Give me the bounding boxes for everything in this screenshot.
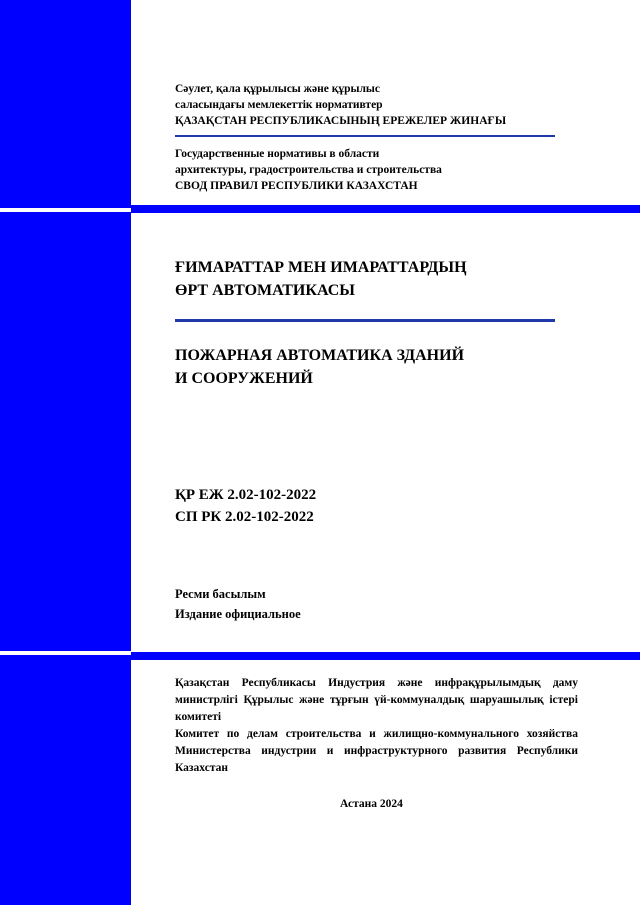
title-ru-line-2: И СООРУЖЕНИЙ	[175, 370, 313, 387]
code-kz: ҚР ЕЖ 2.02-102-2022	[175, 487, 317, 503]
bottom-blue-band	[131, 652, 640, 660]
edition-kz: Ресми басылым	[175, 587, 266, 601]
header-kz	[175, 81, 506, 129]
edition-label	[175, 584, 301, 624]
title-divider	[175, 319, 555, 322]
publisher-block	[175, 675, 578, 777]
side-bar-gap-bottom	[0, 651, 131, 655]
city-year: Астана 2024	[340, 798, 403, 810]
document-title-kz	[175, 256, 467, 302]
header-ru-line-1: Государственные нормативы в области	[175, 148, 380, 160]
code-ru: СП РК 2.02-102-2022	[175, 509, 314, 525]
header-kz-line-1: Сәулет, қала құрылысы және құрылыс	[175, 83, 380, 95]
title-kz-line-2: ӨРТ АВТОМАТИКАСЫ	[175, 282, 355, 299]
document-codes	[175, 484, 316, 528]
cover-side-bar	[0, 0, 131, 905]
header-kz-line-2: саласындағы мемлекеттік нормативтер	[175, 99, 383, 111]
header-ru-line-3: СВОД ПРАВИЛ РЕСПУБЛИКИ КАЗАХСТАН	[175, 180, 418, 192]
header-kz-line-3: ҚАЗАҚСТАН РЕСПУБЛИКАСЫНЫҢ ЕРЕЖЕЛЕР ЖИНАҒЫ	[175, 115, 507, 127]
title-ru-line-1: ПОЖАРНАЯ АВТОМАТИКА ЗДАНИЙ	[175, 347, 465, 364]
title-kz-line-1: ҒИМАРАТТАР МЕН ИМАРАТТАРДЫҢ	[175, 259, 467, 276]
header-ru	[175, 146, 442, 194]
edition-ru: Издание официальное	[175, 607, 301, 621]
top-blue-band	[131, 205, 640, 213]
header-divider	[175, 135, 555, 137]
header-ru-line-2: архитектуры, градостроительства и строительства	[175, 164, 442, 176]
side-bar-gap-top	[0, 208, 131, 212]
publisher-ru: Комитет по делам строительства и жилищно-коммунального хозяйства Министерства индустрии и инфраструктурного развития Республики Казахстан	[175, 728, 578, 774]
publisher-kz: Қазақстан Республикасы Индустрия және инфрақұрылымдық даму министрлігі Құрылыс және тұрғын үй-коммуналдық шаруашылық істері комитеті	[175, 677, 578, 723]
document-title-ru	[175, 344, 464, 390]
